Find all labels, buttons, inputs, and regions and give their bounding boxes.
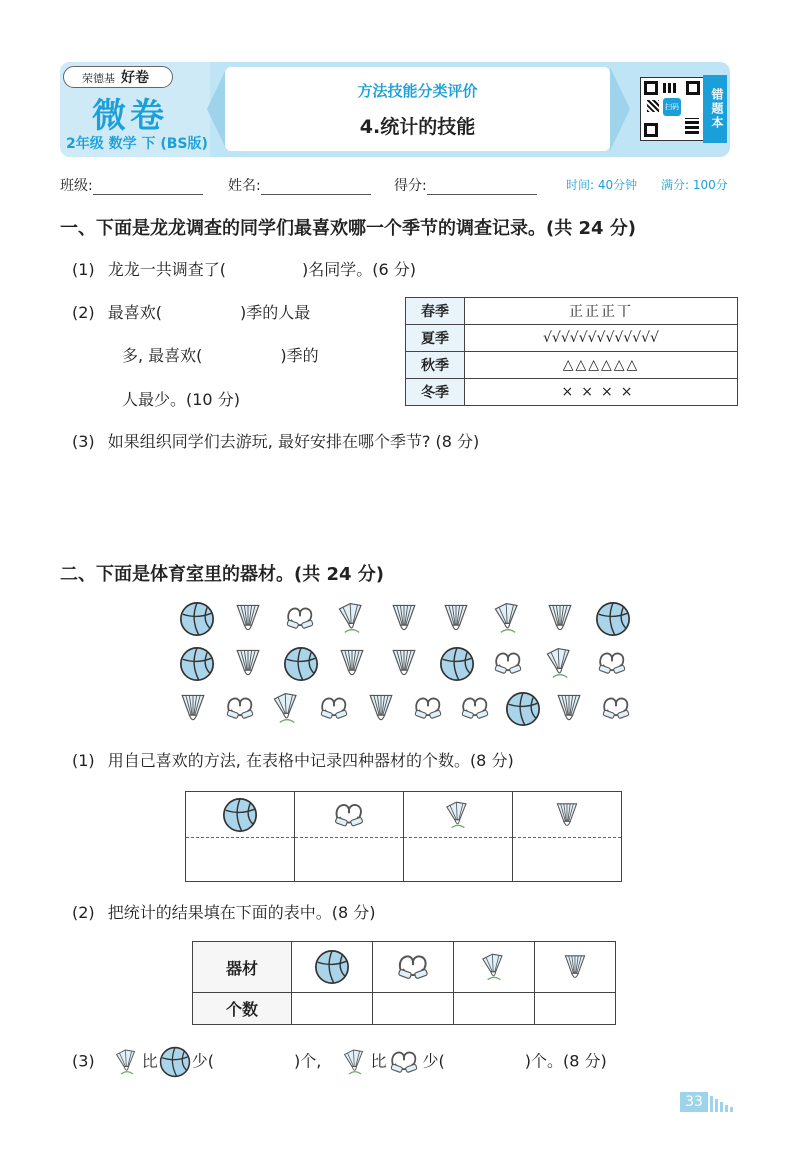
record-cell[interactable] (295, 838, 404, 882)
name-field[interactable] (228, 175, 371, 195)
class-blank[interactable] (93, 180, 203, 195)
q2-text: 把统计的结果填在下面的表中。(8 分) (107, 903, 376, 922)
brand-logo (63, 66, 173, 88)
jump-rope-icon (457, 690, 493, 726)
shuttlecock-tilted-icon (542, 645, 578, 681)
row-header-count: 个数 (193, 993, 292, 1025)
count-cell[interactable] (292, 993, 373, 1025)
score-blank[interactable] (427, 180, 537, 195)
name-label: 姓名: (228, 178, 261, 194)
error-book-label[interactable]: 错题本 (703, 75, 727, 143)
category-title: 方法技能分类评价 (357, 82, 478, 100)
shuttlecock-tilted-icon (112, 1047, 142, 1077)
jump-rope-icon (282, 600, 318, 636)
equipment-picture (170, 595, 640, 735)
score-field[interactable] (394, 175, 537, 195)
qr-code-icon[interactable] (640, 77, 704, 141)
count-cell[interactable] (454, 993, 535, 1025)
season-cell: 春季 (406, 298, 465, 325)
q2-line2-b: )季的 (280, 346, 319, 365)
grade-label: 2年级 数学 下 (BS版) (66, 136, 208, 152)
volleyball-icon (178, 645, 216, 683)
shuttlecock-icon (386, 645, 422, 681)
jump-rope-icon (594, 645, 630, 681)
brand-sub: 好卷 (121, 70, 149, 86)
jump-rope-icon (598, 690, 634, 726)
season-cell: 夏季 (406, 325, 465, 352)
table-row (186, 838, 622, 882)
shuttlecock-tilted-icon (404, 792, 513, 838)
tally-cell: √√√√√√√√√√√√√ (465, 325, 738, 352)
count-cell[interactable] (535, 993, 616, 1025)
record-cell[interactable] (186, 838, 295, 882)
record-cell[interactable] (404, 838, 513, 882)
series-title: 微卷 (92, 96, 168, 136)
shuttlecock-tilted-icon (454, 942, 535, 993)
shuttlecock-icon (230, 600, 266, 636)
q1-text-a: 龙龙一共调查了( (107, 260, 227, 279)
chevron-right-icon (610, 67, 630, 151)
shuttlecock-tilted-icon (334, 600, 370, 636)
shuttlecock-tilted-icon (340, 1047, 370, 1077)
table-row (186, 792, 622, 838)
jump-rope-icon (490, 645, 526, 681)
season-cell: 冬季 (406, 379, 465, 406)
q1-text: 用自己喜欢的方法, 在表格中记录四种器材的个数。(8 分) (107, 751, 514, 770)
shuttlecock-tilted-icon (490, 600, 526, 636)
part2-title: 二、下面是体育室里的器材。(共 24 分) (60, 564, 385, 585)
tally-cell: △△△△△△ (465, 352, 738, 379)
class-field[interactable] (60, 175, 203, 195)
jump-rope-icon (373, 942, 454, 993)
jump-rope-icon (295, 792, 404, 838)
volleyball-icon (158, 1045, 192, 1079)
q2-line1-a: 最喜欢( (107, 303, 163, 322)
shuttlecock-icon (438, 600, 474, 636)
shuttlecock-icon (230, 645, 266, 681)
q-number: (3) (72, 1051, 95, 1071)
qr-caption: 扫码 (663, 98, 681, 116)
q-number: (1) (72, 751, 95, 770)
page-bars-icon (710, 1094, 740, 1112)
score-label: 得分: (394, 178, 427, 194)
chevron-left-icon (207, 67, 227, 151)
name-blank[interactable] (261, 180, 371, 195)
q3-shao-2: 少( (422, 1051, 445, 1071)
jump-rope-icon (316, 690, 352, 726)
shuttlecock-tilted-icon (269, 690, 305, 726)
part2-q3 (72, 1044, 607, 1080)
part1-q2-line3: 人最少。(10 分) (122, 390, 240, 409)
part1-q3 (72, 432, 479, 451)
volleyball-icon (292, 942, 373, 993)
row-header-equipment: 器材 (193, 942, 292, 993)
table-row (406, 379, 738, 406)
q-number: (2) (72, 303, 95, 322)
tally-cell: 正正正丅 (465, 298, 738, 325)
brand-name: 荣德基 (82, 72, 115, 85)
jump-rope-icon (386, 1044, 422, 1080)
volleyball-icon (178, 600, 216, 638)
season-tally-table (405, 297, 738, 406)
page-title: 4.统计的技能 (359, 116, 476, 138)
class-label: 班级: (60, 178, 93, 194)
record-table (185, 791, 622, 882)
shuttlecock-icon (386, 600, 422, 636)
count-cell[interactable] (373, 993, 454, 1025)
jump-rope-icon (222, 690, 258, 726)
shuttlecock-icon (551, 690, 587, 726)
jump-rope-icon (410, 690, 446, 726)
part2-q2 (72, 903, 376, 922)
shuttlecock-icon (334, 645, 370, 681)
shuttlecock-icon (542, 600, 578, 636)
page-number: 33 (680, 1092, 708, 1112)
part1-q1 (72, 260, 416, 279)
q-number: (2) (72, 903, 95, 922)
part1-q2-line2 (122, 346, 319, 365)
table-row (406, 298, 738, 325)
table-row (193, 993, 616, 1025)
q3-bi-2: 比 (370, 1051, 387, 1071)
full-score: 满分: 100分 (661, 178, 728, 192)
q3-ge-1: )个, (294, 1051, 322, 1071)
season-cell: 秋季 (406, 352, 465, 379)
shuttlecock-icon (513, 792, 622, 838)
record-cell[interactable] (513, 838, 622, 882)
shuttlecock-icon (175, 690, 211, 726)
q3-shao-1: 少( (191, 1051, 215, 1071)
q-number: (1) (72, 260, 95, 279)
q3-text: 如果组织同学们去游玩, 最好安排在哪个季节? (8 分) (107, 432, 480, 451)
part1-title: 一、下面是龙龙调查的同学们最喜欢哪一个季节的调查记录。(共 24 分) (60, 218, 637, 239)
table-row (193, 942, 616, 993)
part1-q2-line1 (72, 303, 310, 322)
volleyball-icon (438, 645, 476, 683)
table-row (406, 352, 738, 379)
shuttlecock-icon (363, 690, 399, 726)
q-number: (3) (72, 432, 95, 451)
shuttlecock-icon (535, 942, 616, 993)
volleyball-icon (186, 792, 295, 838)
q1-text-b: )名同学。(6 分) (302, 260, 417, 279)
volleyball-icon (504, 690, 542, 728)
q3-bi-1: 比 (141, 1051, 158, 1071)
q2-line2-a: 多, 最喜欢( (122, 346, 203, 365)
volleyball-icon (594, 600, 632, 638)
part2-q1 (72, 751, 514, 770)
time-limit: 时间: 40分钟 (566, 178, 638, 192)
count-table (192, 941, 616, 1025)
volleyball-icon (282, 645, 320, 683)
q3-ge-2: )个。(8 分) (524, 1051, 607, 1071)
tally-cell: ×××× (465, 379, 738, 406)
table-row (406, 325, 738, 352)
q2-line1-b: )季的人最 (240, 303, 311, 322)
